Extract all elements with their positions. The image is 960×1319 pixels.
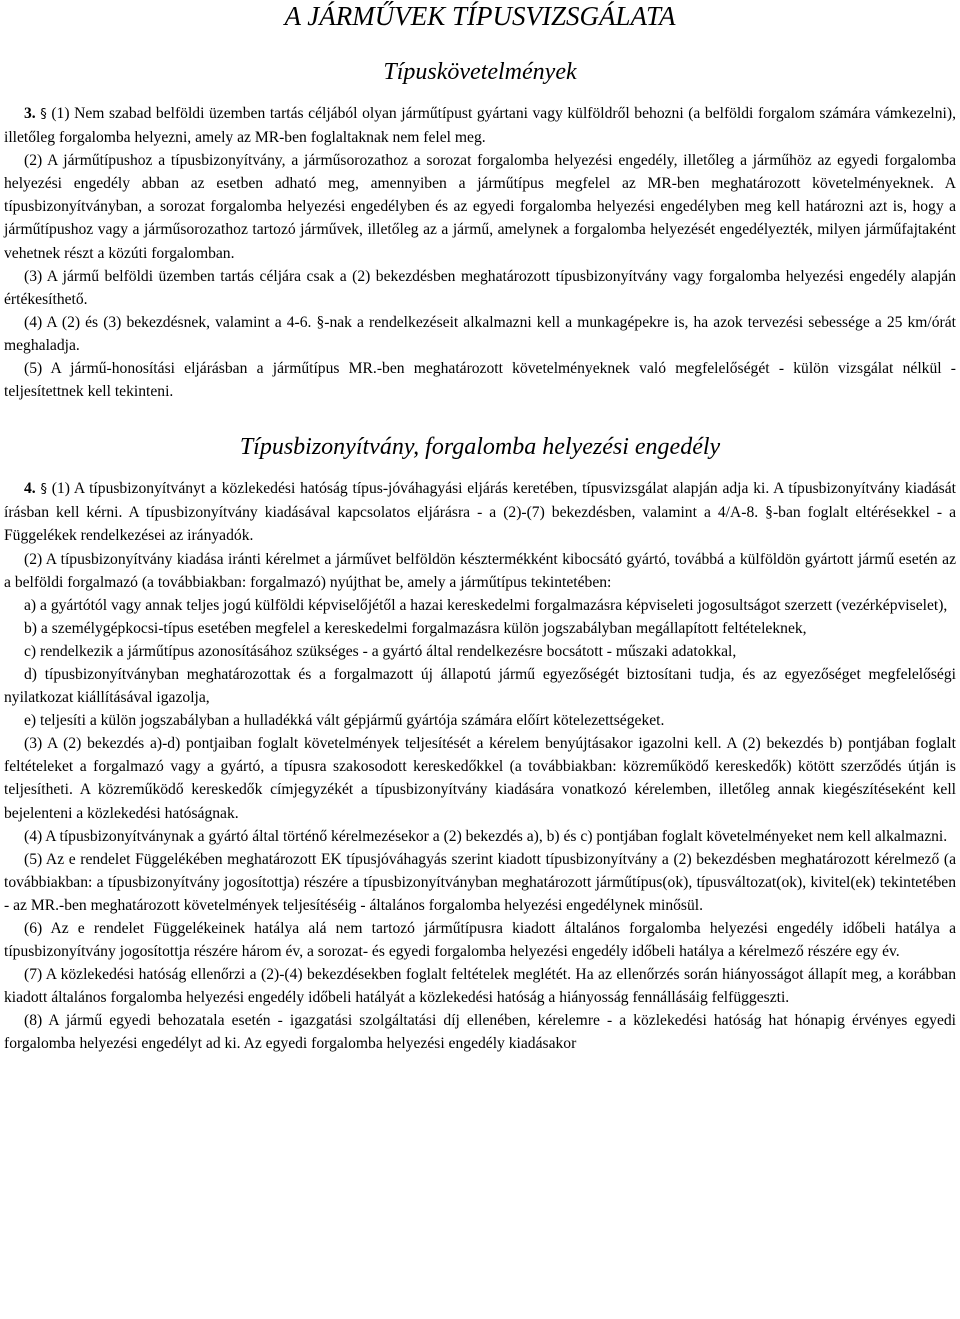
paragraph-3-4: (4) A (2) és (3) bekezdésnek, valamint a 4-6. §-nak a rendelkezéseit alkalmazni kell a munkagépekre is, ha azok tervezési sebessége a 25 km/órát meghaladja. [4, 313, 956, 354]
section-heading-type-certificate: Típusbizonyítvány, forgalomba helyezési engedély [239, 434, 721, 461]
paragraph-4-2-a: a) a gyártótól vagy annak teljes jogú külföldi képviselőjétől a hazai kereskedelmi forgalmazásra képviseleti jogosultságot szerzett (vezérképviselet), [24, 596, 948, 614]
paragraph-4-8: (8) A jármű egyedi behozatala esetén - igazgatási szolgáltatási díj ellenében, kérelemre - a közlekedési hatóság hat hónapig érvényes egyedi forgalomba helyezési engedélyt ad ki. Az egyedi forgalomba helyezési engedély kiadásakor [4, 1012, 956, 1053]
paragraph-4-3: (3) A (2) bekezdés a)-d) pontjaiban foglalt követelmények teljesítését a kérelem benyújtásakor igazolni kell. A (2) bekezdés b) pontjában foglalt feltételeket a forgalmazó vagy a gyártó, a típusra szakosodott kereskedőkkel (a továbbiakban: közreműködő kereskedők) kötött szerződés útján is teljesítheti. A közreműködő kereskedők címjegyzékét a típusbizonyítvány kiadására vonatkozó kérelemben, illetőleg annak kiegészítéseként kell bejelenteni a közlekedési hatóságnak. [4, 735, 956, 822]
paragraph-3-1 [4, 102, 956, 149]
paragraph-text: (1) A típusbizonyítványt a közlekedési hatóság típus-jóváhagyási eljárás keretében, típusvizsgálat alapján adja ki. A típusbizonyítvány kiadását írásban kell kérni. A típusbizonyítvány kiadásával kapcsolatos eljárásra - a (2)-(7) bekezdésben, valamint a 4/A-8. §-ban foglalt eltérésekkel - a Függelékek rendelkezései az irányadók. [4, 480, 956, 545]
paragraph-4-2: (2) A típusbizonyítvány kiadása iránti kérelmet a járművet belföldön késztermékként kibocsátó gyártó, továbbá a külföldön gyártott jármű esetén az a belföldi forgalmazó (a továbbiakban: forgalmazó) nyújthat be, amely a járműtípus tekintetében: [4, 550, 956, 591]
paragraph-4-4: (4) A típusbizonyítványnak a gyártó által történő kérelmezésekor a (2) bekezdés a), b) és c) pontjában foglalt követelményeket nem kell alkalmazni. [24, 827, 948, 845]
document-title: A JÁRMŰVEK TÍPUSVIZSGÁLATA [284, 1, 676, 31]
paragraph-4-2-b: b) a személygépkocsi-típus esetében megfelel a kereskedelmi forgalmazásra külön jogszabályban megállapított feltételeknek, [24, 619, 807, 637]
section-number: 3. [24, 105, 36, 122]
paragraph-3-3: (3) A jármű belföldi üzemben tartás céljára csak a (2) bekezdésben meghatározott típusbizonyítvány vagy forgalomba helyezési engedély alapján értékesíthető. [4, 267, 956, 308]
section-4 [0, 477, 960, 1055]
paragraph-3-2: (2) A járműtípushoz a típusbizonyítvány, a járműsorozathoz a sorozat forgalomba helyezési engedély, illetőleg a járműhöz az egyedi forgalomba helyezési engedély abban az esetben adható meg, amennyiben a járműtípus megfelel az MR-ben meghatározott követelményeknek. A típusbizonyítványban, a sorozat forgalomba helyezési engedélyben és az egyedi forgalomba helyezési engedélyben meg kell határozni azt is, hogy a járműtípushoz vagy a járműsorozathoz tartozó járművek, illetőleg az a jármű, amelynek a forgalomba helyezését engedélyezték, milyen járműfajtaként vehetnek részt a közúti forgalomban. [4, 152, 956, 262]
paragraph-3-5: (5) A jármű-honosítási eljárásban a járműtípus MR.-ben meghatározott követelményeknek való megfelelőségét - külön vizsgálat nélkül - teljesítettnek kell tekinteni. [4, 360, 956, 401]
section-heading-type-requirements: Típuskövetelmények [383, 59, 577, 85]
paragraph-4-7: (7) A közlekedési hatóság ellenőrzi a (2)-(4) bekezdésekben foglalt feltételek meglétét. Ha az ellenőrzés során hiányosságot állapít meg, a korábban kiadott általános forgalomba helyezési engedély időbeli hatályát a közlekedési hatóság a hiányosság fennállásáig felfüggeszti. [4, 966, 956, 1007]
section-symbol: § [40, 482, 47, 498]
paragraph-4-2-d: d) típusbizonyítványban meghatározottak és a forgalmazott új állapotú jármű egyezőségét biztosítani tudja, és az egyezőséget megfelelőségi nyilatkozat kiállításával igazolja, [4, 665, 956, 707]
paragraph-text: (1) Nem szabad belföldi üzemben tartás céljából olyan járműtípust gyártani vagy külföldről behozni (a belföldi forgalom számára vámkezelni), illetőleg forgalomba helyezni, amely az MR-ben foglaltaknak nem felel meg. [4, 105, 956, 147]
paragraph-4-6: (6) Az e rendelet Függelékeinek hatálya alá nem tartozó járműtípusra kiadott általános forgalomba helyezési engedély időbeli hatálya a típusbizonyítvány jogosítottja részére három év, a sorozat- és egyedi forgalomba helyezési engedély időbeli hatálya a kérelmező részére egy év. [4, 920, 956, 961]
paragraph-4-2-e: e) teljesíti a külön jogszabályban a hulladékká vált gépjármű gyártója számára előírt kötelezettségeket. [24, 712, 665, 730]
paragraph-4-2-c: c) rendelkezik a járműtípus azonosításához szükséges - a gyártó által rendelkezésre bocsátott - műszaki adatokkal, [24, 642, 737, 660]
paragraph-4-1 [4, 477, 956, 547]
paragraph-4-5: (5) Az e rendelet Függelékében meghatározott EK típusjóváhagyás szerint kiadott típusbizonyítvány a (2) bekezdésben meghatározott kérelmező (a továbbiakban: a típusbizonyítvány jogosítottja) részére a típusbizonyítványban meghatározott járműtípus(ok), típusváltozat(ok), kivitel(ek) tekintetében - az MR.-ben meghatározott követelmények teljesítéséig - általános forgalomba helyezési engedélynek minősül. [4, 850, 956, 914]
section-number: 4. [24, 480, 36, 498]
section-3 [0, 102, 960, 403]
section-symbol: § [40, 107, 47, 122]
